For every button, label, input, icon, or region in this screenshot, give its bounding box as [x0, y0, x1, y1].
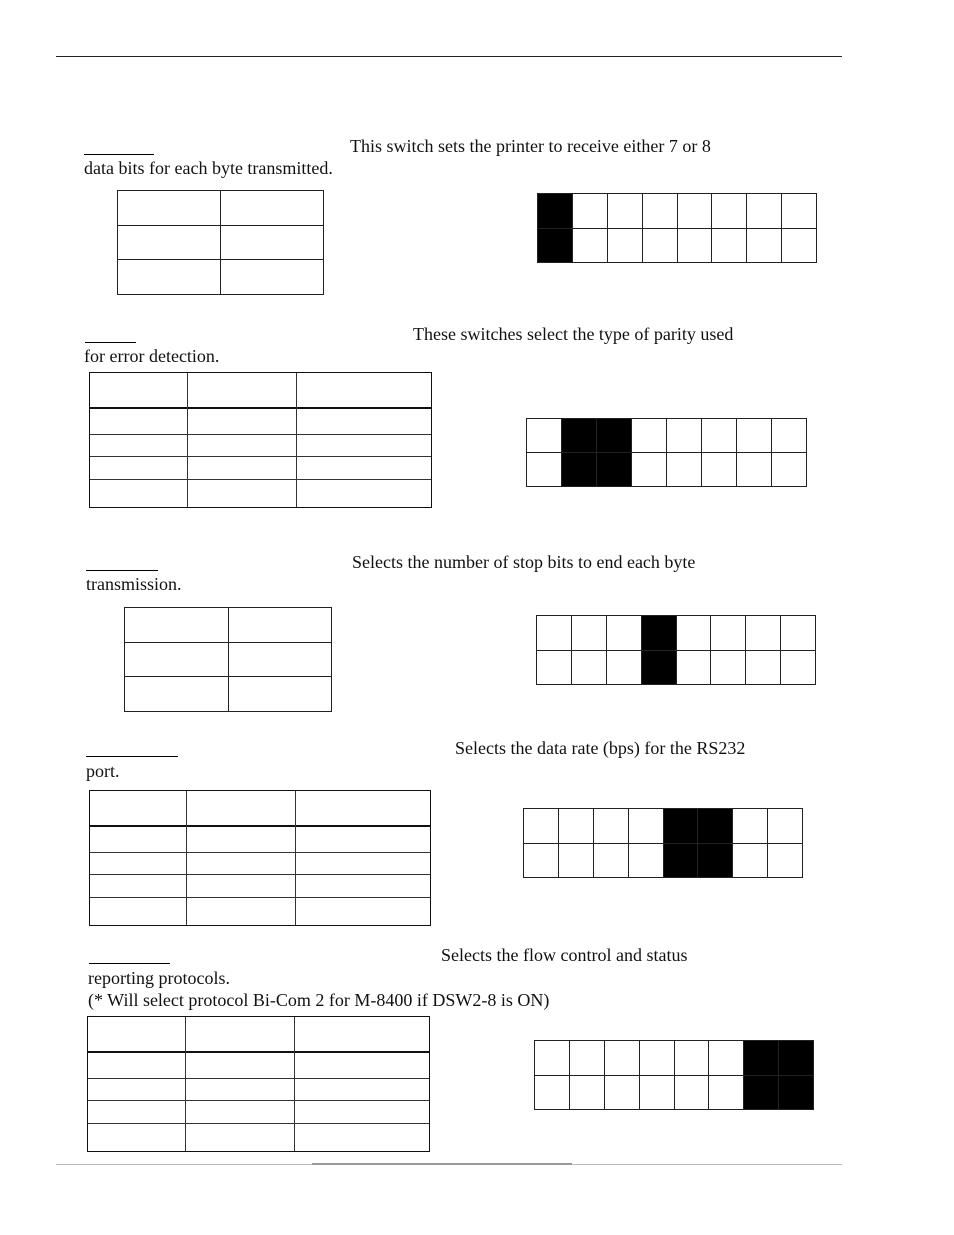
dip-row-bottom [527, 453, 807, 487]
section-continuation: data bits for each byte transmitted. [84, 158, 333, 178]
footer-rule-accent [312, 1163, 572, 1165]
section-intro: Selects the flow control and status [441, 945, 688, 965]
section-continuation: for error detection. [84, 346, 220, 366]
section-intro: This switch sets the printer to receive either 7 or 8 [350, 136, 711, 156]
dip-row-bottom [538, 228, 817, 263]
section-continuation: reporting protocols. [88, 968, 230, 988]
dip-switch-6 [712, 194, 747, 229]
dip-switch-7 [747, 194, 782, 229]
dip-switch-3 [607, 194, 642, 229]
section-continuation: port. [86, 761, 120, 781]
dip-row-top [535, 1041, 814, 1076]
dip-row-bottom [535, 1075, 814, 1110]
section-heading-underline [86, 756, 178, 757]
settings-table [89, 372, 432, 508]
dip-switch-2 [572, 194, 607, 229]
dip-row-top [538, 194, 817, 229]
dip-row-bottom [524, 843, 803, 878]
section-continuation: transmission. [86, 574, 182, 594]
dip-row-top [527, 419, 807, 453]
section-intro: Selects the data rate (bps) for the RS232 [455, 738, 746, 758]
dip-row-top [524, 809, 803, 844]
dip-switch-4 [642, 194, 677, 229]
dip-switch-8 [782, 194, 817, 229]
dip-switch-diagram [526, 418, 807, 487]
section-heading-underline [84, 154, 154, 155]
settings-table [124, 607, 332, 712]
settings-table [117, 190, 324, 295]
dip-switch-diagram [537, 193, 817, 263]
section-intro: These switches select the type of parity used [413, 324, 734, 344]
dip-switch-1 [538, 194, 573, 229]
settings-table [89, 790, 431, 926]
header-rule [56, 56, 842, 57]
section-heading-underline [86, 570, 158, 571]
section-intro: Selects the number of stop bits to end each byte [352, 552, 696, 572]
dip-row-bottom [537, 650, 816, 685]
section-heading-underline [85, 342, 136, 343]
dip-switch-5 [677, 194, 712, 229]
dip-switch-diagram [534, 1040, 814, 1110]
settings-table [87, 1016, 430, 1152]
dip-switch-diagram [523, 808, 803, 878]
section-heading-underline [89, 963, 170, 964]
section-note: (* Will select protocol Bi-Com 2 for M-8400 if DSW2-8 is ON) [88, 990, 550, 1010]
dip-row-top [537, 616, 816, 651]
dip-switch-diagram [536, 615, 816, 685]
